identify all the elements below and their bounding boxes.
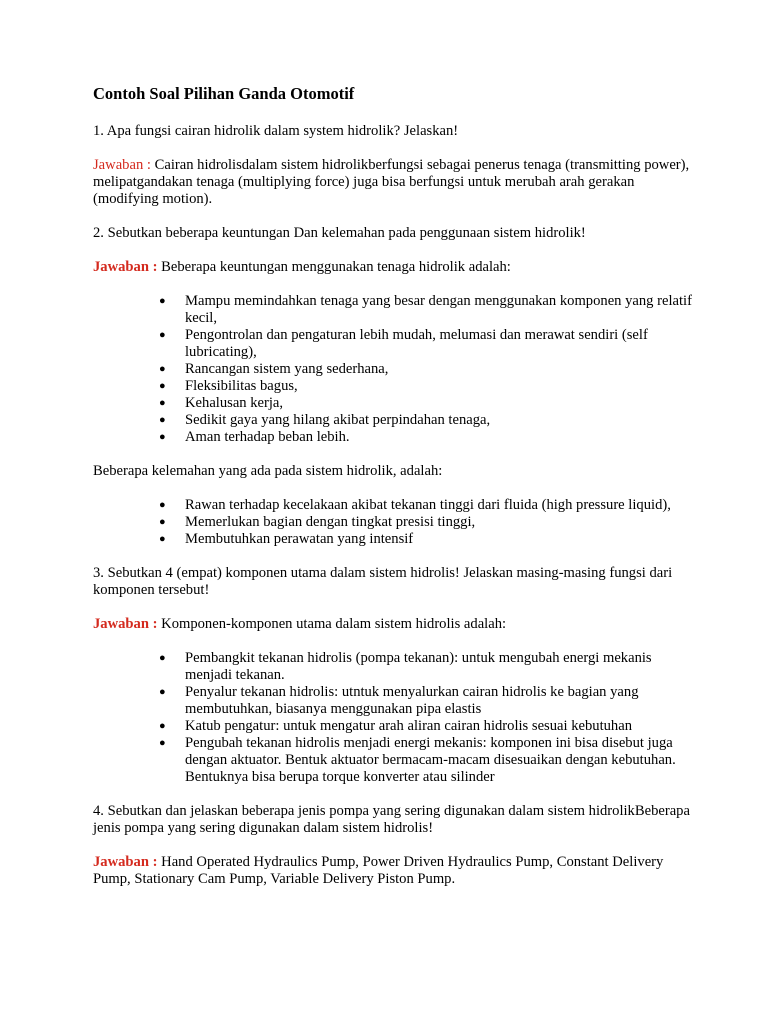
answer-label: Jawaban — [93, 157, 144, 173]
answer-1 — [93, 157, 693, 208]
answer-4 — [93, 854, 693, 888]
list-item-text: Aman terhadap beban lebih. — [185, 429, 350, 445]
bullet-icon: ● — [159, 737, 166, 749]
list-item — [159, 378, 693, 395]
list-item — [159, 361, 693, 378]
document-title: Contoh Soal Pilihan Ganda Otomotif — [93, 84, 355, 103]
bullet-icon: ● — [159, 295, 166, 307]
bullet-icon: ● — [159, 397, 166, 409]
list-item-text: Kehalusan kerja, — [185, 395, 284, 411]
list-item-text: Rancangan sistem yang sederhana, — [185, 361, 389, 377]
bullet-icon: ● — [159, 431, 166, 443]
list-item-text: Pengubah tekanan hidrolis menjadi energi mekanis: komponen ini bisa disebut juga dengan aktuator. Bentuk aktuator bermacam-macam disesuaikan dengan kebutuhan. Bentuknya bisa berupa torque konverter atau silinder — [185, 735, 676, 785]
bullet-icon: ● — [159, 414, 166, 426]
components-list — [93, 650, 693, 786]
list-item — [159, 327, 693, 361]
list-item — [159, 429, 693, 446]
bullet-icon: ● — [159, 686, 166, 698]
answer-separator: : — [146, 157, 151, 173]
list-item-text: Sedikit gaya yang hilang akibat perpindahan tenaga, — [185, 412, 491, 428]
advantages-list — [93, 293, 693, 446]
list-item-text: Rawan terhadap kecelakaan akibat tekanan tinggi dari fluida (high pressure liquid), — [185, 497, 671, 513]
answer-separator: : — [152, 616, 158, 632]
answer-label: Jawaban — [93, 259, 149, 275]
list-item — [159, 684, 693, 718]
answer-separator: : — [152, 854, 158, 870]
list-item — [159, 293, 693, 327]
list-item — [159, 395, 693, 412]
list-item-text: Katub pengatur: untuk mengatur arah aliran cairan hidrolis sesuai kebutuhan — [185, 718, 632, 734]
list-item-text: Mampu memindahkan tenaga yang besar dengan menggunakan komponen yang relatif kecil, — [185, 293, 692, 326]
list-item-text: Pengontrolan dan pengaturan lebih mudah, melumasi dan merawat sendiri (self lubricating), — [185, 327, 648, 360]
list-item — [159, 650, 693, 684]
list-item-text: Penyalur tekanan hidrolis: utntuk menyalurkan cairan hidrolis ke bagian yang membutuhkan, biasanya menggunakan pipa elastis — [185, 684, 639, 717]
document-page — [93, 84, 693, 888]
bullet-icon: ● — [159, 652, 166, 664]
answer-separator: : — [152, 259, 158, 275]
bullet-icon: ● — [159, 329, 166, 341]
answer-4-text: Hand Operated Hydraulics Pump, Power Driven Hydraulics Pump, Constant Delivery Pump, Stationary Cam Pump, Variable Delivery Piston Pump. — [93, 854, 664, 887]
question-3: 3. Sebutkan 4 (empat) komponen utama dalam sistem hidrolis! Jelaskan masing-masing fungsi dari komponen tersebut! — [93, 565, 673, 598]
list-item-text: Memerlukan bagian dengan tingkat presisi tinggi, — [185, 514, 476, 530]
list-item-text: Fleksibilitas bagus, — [185, 378, 298, 394]
answer-label: Jawaban — [93, 854, 149, 870]
list-item — [159, 718, 693, 735]
question-4: 4. Sebutkan dan jelaskan beberapa jenis pompa yang sering digunakan dalam sistem hidrolikBeberapa jenis pompa yang sering digunakan dalam sistem hidrolis! — [93, 803, 690, 836]
disadvantages-list — [93, 497, 693, 548]
answer-2-intro: Beberapa keuntungan menggunakan tenaga hidrolik adalah: — [157, 259, 511, 275]
answer-label: Jawaban — [93, 616, 149, 632]
list-item-text: Pembangkit tekanan hidrolis (pompa tekanan): untuk mengubah energi mekanis menjadi tekanan. — [185, 650, 652, 683]
disadvantages-intro: Beberapa kelemahan yang ada pada sistem hidrolik, adalah: — [93, 463, 443, 479]
bullet-icon: ● — [159, 499, 166, 511]
answer-3-intro: Komponen-komponen utama dalam sistem hidrolis adalah: — [157, 616, 507, 632]
bullet-icon: ● — [159, 516, 166, 528]
list-item — [159, 531, 693, 548]
list-item — [159, 735, 693, 786]
bullet-icon: ● — [159, 363, 166, 375]
question-2: 2. Sebutkan beberapa keuntungan Dan kelemahan pada penggunaan sistem hidrolik! — [93, 225, 586, 241]
list-item — [159, 497, 693, 514]
bullet-icon: ● — [159, 533, 166, 545]
question-1: 1. Apa fungsi cairan hidrolik dalam system hidrolik? Jelaskan! — [93, 123, 459, 139]
answer-2 — [93, 259, 693, 276]
list-item — [159, 514, 693, 531]
bullet-icon: ● — [159, 720, 166, 732]
answer-1-text: Cairan hidrolisdalam sistem hidrolikberfungsi sebagai penerus tenaga (transmitting power), melipatgandakan tenaga (multiplying force) juga bisa berfungsi untuk merubah arah gerakan (modifying motion). — [93, 157, 690, 207]
list-item-text: Membutuhkan perawatan yang intensif — [185, 531, 414, 547]
answer-3 — [93, 616, 693, 633]
bullet-icon: ● — [159, 380, 166, 392]
list-item — [159, 412, 693, 429]
